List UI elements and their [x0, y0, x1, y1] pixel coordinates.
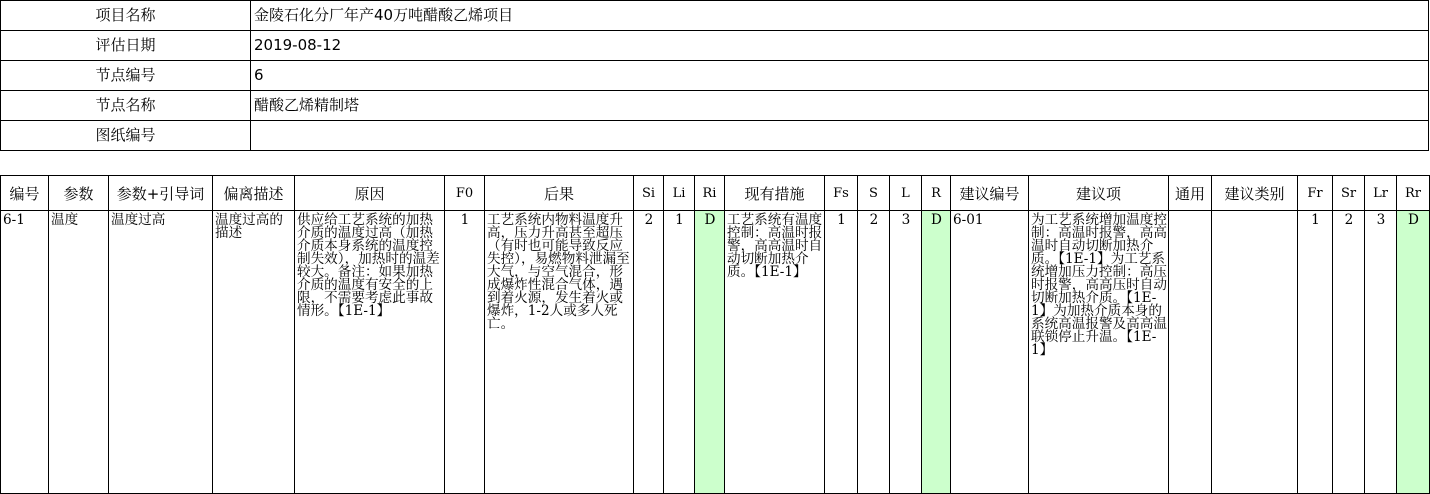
info-row-node-name [1, 91, 1429, 121]
cell-deviation: 温度过高的描述 [213, 211, 295, 494]
col-header-fr: Fr [1298, 176, 1333, 211]
cell-fr: 1 [1298, 211, 1333, 494]
info-label: 节点名称 [1, 91, 251, 121]
cell-param: 温度 [49, 211, 109, 494]
cell-s: 2 [858, 211, 890, 494]
col-header-general: 通用 [1169, 176, 1212, 211]
info-row-node-number [1, 61, 1429, 91]
info-label: 评估日期 [1, 31, 251, 61]
cell-general [1169, 211, 1212, 494]
info-label: 项目名称 [1, 1, 251, 31]
cell-rec-no: 6-01 [951, 211, 1029, 494]
cell-f0: 1 [445, 211, 485, 494]
project-info-table [0, 0, 1429, 151]
col-header-rr: Rr [1397, 176, 1430, 211]
col-header-l: L [890, 176, 922, 211]
col-header-sr: Sr [1333, 176, 1365, 211]
col-header-guide: 参数+引导词 [109, 176, 213, 211]
cell-guide: 温度过高 [109, 211, 213, 494]
info-value: 醋酸乙烯精制塔 [251, 91, 1429, 121]
col-header-measures: 现有措施 [725, 176, 825, 211]
cell-measures: 工艺系统有温度控制：高温时报警，高高温时自动切断加热介质。【1E-1】 [725, 211, 825, 494]
cell-rr: D [1397, 211, 1430, 494]
col-header-rec-type: 建议类别 [1212, 176, 1298, 211]
cell-no: 6-1 [1, 211, 49, 494]
cell-rec-type [1212, 211, 1298, 494]
cell-l: 3 [890, 211, 922, 494]
cell-r: D [922, 211, 951, 494]
info-value: 金陵石化分厂年产40万吨醋酸乙烯项目 [251, 1, 1429, 31]
cell-li: 1 [664, 211, 695, 494]
col-header-cause: 原因 [295, 176, 445, 211]
cell-cause: 供应给工艺系统的加热介质的温度过高（加热介质本身系统的温度控制失效），加热时的温差较大。备注：如果加热介质的温度有安全的上限，不需要考虑此事故情形。【1E-1】 [295, 211, 445, 494]
col-header-lr: Lr [1365, 176, 1397, 211]
info-value [251, 121, 1429, 151]
info-row-drawing-number [1, 121, 1429, 151]
col-header-rec: 建议项 [1029, 176, 1169, 211]
col-header-s: S [858, 176, 890, 211]
col-header-ri: Ri [695, 176, 725, 211]
col-header-deviation: 偏离描述 [213, 176, 295, 211]
cell-consequence: 工艺系统内物料温度升高，压力升高甚至超压（有时也可能导致反应失控），易燃物料泄漏至大气，与空气混合，形成爆炸性混合气体，遇到着火源，发生着火或爆炸，1-2人或多人死亡。 [485, 211, 634, 494]
table-row [1, 211, 1430, 494]
cell-fs: 1 [825, 211, 858, 494]
cell-lr: 3 [1365, 211, 1397, 494]
col-header-consequence: 后果 [485, 176, 634, 211]
cell-si: 2 [634, 211, 664, 494]
info-label: 图纸编号 [1, 121, 251, 151]
cell-rec: 为工艺系统增加温度控制：高温时报警，高高温时自动切断加热介质。【1E-1】为工艺系统增加压力控制：高压时报警，高高压时自动切断加热介质。【1E-1】为加热介质本身的系统高温报警及高高温联锁停止升温。【1E-1】 [1029, 211, 1169, 494]
col-header-fs: Fs [825, 176, 858, 211]
table-header-row [1, 176, 1430, 211]
col-header-no: 编号 [1, 176, 49, 211]
cell-sr: 2 [1333, 211, 1365, 494]
col-header-li: Li [664, 176, 695, 211]
info-value: 6 [251, 61, 1429, 91]
col-header-si: Si [634, 176, 664, 211]
info-row-date [1, 31, 1429, 61]
info-row-project-name [1, 1, 1429, 31]
hazop-table [0, 175, 1430, 494]
info-label: 节点编号 [1, 61, 251, 91]
col-header-f0: F0 [445, 176, 485, 211]
col-header-param: 参数 [49, 176, 109, 211]
info-value: 2019-08-12 [251, 31, 1429, 61]
col-header-r: R [922, 176, 951, 211]
col-header-rec-no: 建议编号 [951, 176, 1029, 211]
cell-ri: D [695, 211, 725, 494]
